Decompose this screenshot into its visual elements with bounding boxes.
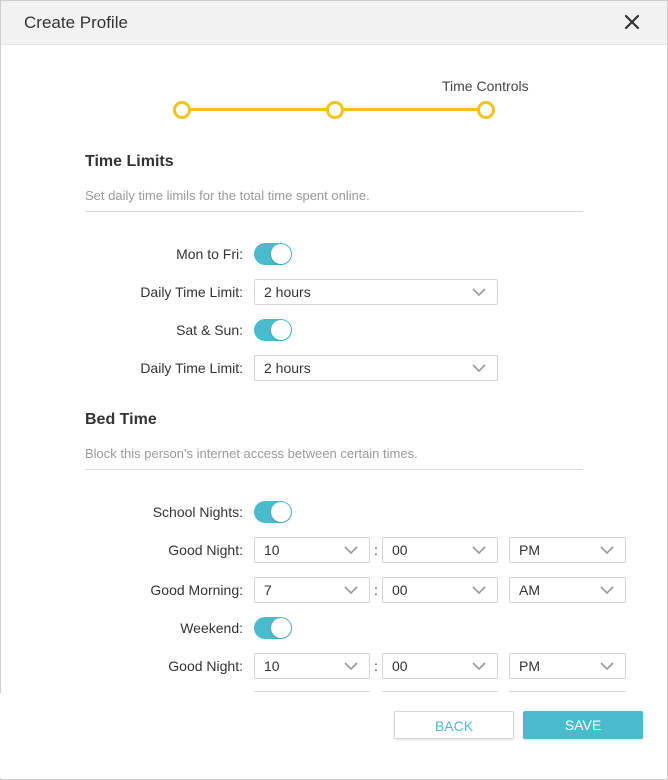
chevron-down-icon [343,660,359,672]
close-icon[interactable] [621,11,643,33]
sat-sun-toggle[interactable] [254,319,292,341]
chevron-down-icon [599,660,615,672]
weekend-good-night-minute-select[interactable] [382,653,498,679]
save-button[interactable]: SAVE [523,711,643,739]
select-value: 00 [392,658,408,674]
chevron-down-icon [599,584,615,596]
select-value: 00 [392,582,408,598]
school-good-morning-hour-select[interactable] [254,577,370,603]
weekend-good-night-label: Good Night: [168,658,243,674]
time-separator: : [374,542,378,558]
select-value: 2 hours [264,284,311,300]
dialog-header [1,1,667,45]
time-separator: : [374,582,378,598]
weekend-label: Weekend: [180,620,243,636]
sat-sun-limit-label: Daily Time Limit: [140,360,243,376]
toggle-knob [271,244,291,264]
weekend-good-night-ampm-select[interactable] [509,653,626,679]
chevron-down-icon [471,544,487,556]
toggle-knob [271,502,291,522]
select-value: AM [519,582,540,598]
time-limits-description: Set daily time limils for the total time spent online. [85,188,370,203]
dialog-title: Create Profile [24,13,128,32]
weekend-good-night-hour-select[interactable] [254,653,370,679]
toggle-knob [271,320,291,340]
chevron-down-icon [343,544,359,556]
stepper-dot-1 [173,101,191,119]
sat-sun-limit-select[interactable] [254,355,498,381]
school-nights-toggle[interactable] [254,501,292,523]
stepper-dot-3 [477,101,495,119]
time-separator: : [374,658,378,674]
bed-time-description: Block this person's internet access between certain times. [85,446,418,461]
chevron-down-icon [343,584,359,596]
school-good-morning-ampm-select[interactable] [509,577,626,603]
time-limits-title: Time Limits [85,153,174,170]
select-value: 10 [264,542,280,558]
school-good-morning-label: Good Morning: [150,582,243,598]
stepper-dot-2 [326,101,344,119]
weekend-toggle[interactable] [254,617,292,639]
school-good-night-label: Good Night: [168,542,243,558]
sat-sun-label: Sat & Sun: [176,322,243,338]
stepper-current-label: Time Controls [442,78,529,94]
chevron-down-icon [471,362,487,374]
select-value: 10 [264,658,280,674]
select-value: PM [519,658,540,674]
bed-time-title: Bed Time [85,411,157,428]
chevron-down-icon [599,544,615,556]
select-value: 2 hours [264,360,311,376]
select-value: 7 [264,582,272,598]
chevron-down-icon [471,286,487,298]
mon-fri-label: Mon to Fri: [176,246,243,262]
school-good-night-hour-select[interactable] [254,537,370,563]
school-nights-label: School Nights: [152,504,243,520]
school-good-morning-minute-select[interactable] [382,577,498,603]
bed-time-divider [85,469,583,470]
mon-fri-limit-label: Daily Time Limit: [140,284,243,300]
time-limits-divider [85,211,583,212]
mon-fri-limit-select[interactable] [254,279,498,305]
chevron-down-icon [471,584,487,596]
mon-fri-toggle[interactable] [254,243,292,265]
toggle-knob [271,618,291,638]
school-good-night-minute-select[interactable] [382,537,498,563]
school-good-night-ampm-select[interactable] [509,537,626,563]
select-value: 00 [392,542,408,558]
select-value: PM [519,542,540,558]
back-button[interactable]: BACK [394,711,514,739]
chevron-down-icon [471,660,487,672]
